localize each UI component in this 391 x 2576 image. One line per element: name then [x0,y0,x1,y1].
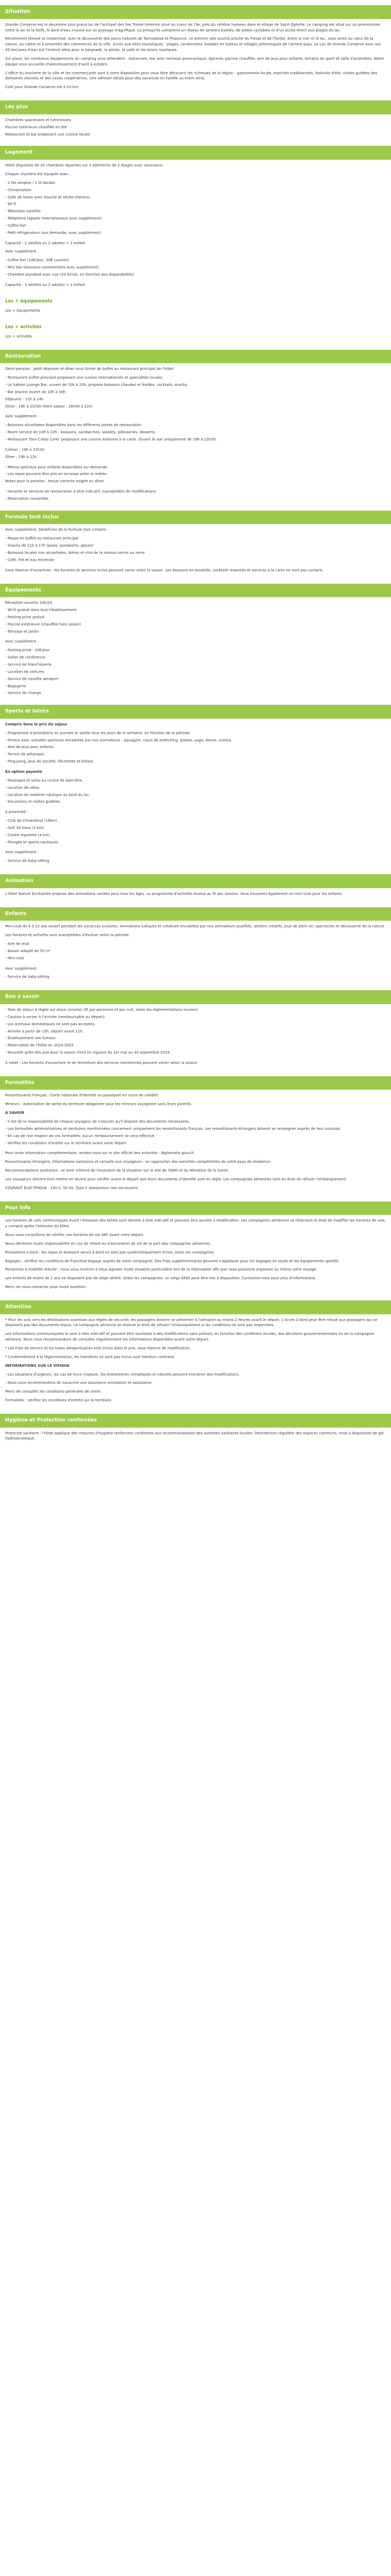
list-item: - Service de blanchisserie [5,662,52,667]
list-item: - Arrivée à partir de 15h, départ avant 11h. [5,1029,84,1033]
list-item: - Télévision satellite [5,209,41,214]
extra: - Service de baby-sitting [5,975,50,979]
section-animation-title: Animation [0,874,391,888]
paragraph: Nous déclinons toute responsabilité en cas de retard ou d'annulation de vol de la part des compagnies aériennes. [5,1241,211,1246]
subsection-activites-title: Les + activités [5,324,42,330]
note: Capacité : 3 adultes ou 2 adultes + 1 enfant [5,282,86,287]
list-item: - Bagagerie [5,684,26,688]
list-item: - Programme d'animations en journée et soirée tous les jours de la semaine, en fonction de la période. [5,731,191,735]
list-item: - Les animaux domestiques ne sont pas acceptés. [5,1022,96,1026]
list-item: Notes pour la pension : tenue correcte exigée au dîner. [5,479,105,484]
list-item: - Golf 18 trous (2 km) [5,825,44,830]
list-item: - Ping-pong, jeux de société, fléchettes et billard. [5,759,94,764]
list-item: Chambres spacieuses et lumineuses [5,117,71,122]
nearby-title: À proximité : [5,810,28,815]
paragraph: Les voyageurs doivent tout mettre en œuvre pour vérifier avant le départ que leurs documents d'identité sont en règle. Les compagnies aériennes sont en droit de refuser l'embarquement. [5,1177,348,1181]
list-item: - Salles de conférence [5,655,45,660]
paragraph: À noter : Les horaires d'ouverture et de fermeture des services mentionnés peuvent varier selon la saison. [5,1060,198,1065]
paragraph: Merci de nous contacter pour toute question. [5,1285,87,1290]
list-item: - Boissons alcoolisées disponibles dans les différents points de restauration [5,423,142,428]
paragraph: INFORMATIONS SUR LE VOYAGE [5,1363,70,1368]
paragraph: Récemment rénové et modernisé, avec le découverte des parcs naturels de Tannadaise et Plaisance, ce premier site soumis proche du Fonds et de l'herbe. Entre la mer et le lac, vous serez au cœur de la nature, au calme et à proximité des commerces de la ville. Accès aux sites touristiques : plages, randonnées, balades en bateau et villages pittoresques de l'arrière-pays. Le Lac de Grande Conserve avec ses 45 hectares d'eau est l'endroit idéal pour la baignade, la pêche, la voile et les loisirs nautiques. [5,37,381,53]
subsection-activites [0,334,391,345]
paragraph: Les informations communiquées le sont à titre indicatif et peuvent être soumises à des modifications sans préavis, en fonction des conditions locales, des décisions gouvernementales ou de la compagnie aérienne. Nous vous recommandons de consulter régulièrement les informations disponibles avant votre départ. [5,1332,374,1342]
paragraph: Hôtel disposant de 35 chambres réparties sur 3 bâtiments de 2 étages avec ascenseur. [5,163,164,168]
paragraph: À SAVOIR [5,1111,25,1115]
list-item: Dîner : 19h à 21h30 (Hors saison : 18h30 à 21h) [5,404,93,409]
supplement-title: Avec supplément : [5,639,39,644]
section-formule [0,527,391,578]
section-formule-title: Formule tout inclus [0,511,391,524]
list-item: - Wi-Fi [5,202,17,207]
paragraph: Ressortissants étrangers, informations sanitaires et conseils aux voyageurs : se rapprocher des autorités compétentes de votre pays de résidence. [5,1160,272,1164]
paragraph: Bagages : vérifiez les conditions de franchise bagage auprès de votre compagnie. Des frais supplémentaires peuvent s'appliquer pour les bagages en soute et les équipements sportifs. [5,1259,340,1263]
list-item: - Wi-Fi gratuit dans tout l'établissement [5,608,77,613]
section-attention [0,1317,391,1409]
list-item: - Il est de la responsabilité de chaque voyageur de s'assurer qu'il dispose des documents nécessaires. [5,1120,190,1124]
paragraph: Avec supplément, bénéficiez de la formule tout compris : [5,528,109,532]
list-item: - Salle de bains avec douche et sèche-cheveux [5,195,90,199]
subsection-equipements-title: Les + équipements [5,298,53,304]
list-item: - Petit réfrigérateur (sur demande, avec supplément) [5,230,101,235]
list-item: - Fitness avec activités sportives encadrées par nos animateurs : aquagym, cours de stretching, pilates, yoga, danse, zumba. [5,738,232,742]
list-item: - Le Sabine Lounge Bar, ouvert de 10h à 23h, propose boissons chaudes et froides, cocktails, snacks. [5,383,188,387]
paragraph: COURANT ÉLECTRIQUE : 230 V, 50 Hz. Type F. Adaptateur non nécessaire. [5,1185,139,1190]
extra-title: Avec supplément : [5,966,39,971]
section-restauration-title: Restauration [0,350,391,364]
list-item: Restaurant et bar proposant une cuisine locale [5,132,90,137]
paid-title: En option payante [5,769,42,774]
paragraph: Pour toute information complémentaire, rendez-vous sur le site officiel des autorités : diplomatie.gouv.fr [5,1151,194,1156]
list-item: - Massages et soins au centre de bien-être. [5,778,84,783]
section-plus [0,117,391,141]
paragraph: Ressortissants français : Carte nationale d'identité ou passeport en cours de validité. [5,1093,159,1098]
list-item: - Mini-club [5,956,24,960]
paragraph: Les horaires de vols communiqués avant l'émission des billets sont donnés à titre indicatif et peuvent être soumis à modification. Les compagnies aériennes se réservent le droit de modifier les horaires de vols, y compris après l'émission du billet. [5,1218,386,1229]
section-transport-title: Pour info [0,1201,391,1215]
supplement-title: Avec supplément : [5,414,39,419]
list-item: - Café, thé et eau minérale [5,557,54,562]
paragraph: Les horaires et activités sont susceptibles d'évoluer selon la période. [5,933,130,938]
section-enfants-title: Enfants [0,907,391,921]
paragraph: L'hôtel Nature Enchantée propose des animations variées pour tous les âges. Le programme d'activités évolue au fil des saisons. Vous trouverez également un mini-club pour les enfants. [5,891,343,896]
list-item: - Chambre standard avec vue (20 €/nuit, en fonction des disponibilités) [5,272,134,277]
paragraph: Merci de consulter les conditions générales de vente. [5,1389,102,1394]
list-item: - Restaurant 'Don Cristo Carlo' proposant une cuisine italienne à la carte. Ouvert le soir uniquement de 19h à 22h30. [5,437,217,442]
list-item: - Centre équestre (4 km) [5,833,50,837]
list-item: - Coffre-fort [5,223,26,228]
section-hygiene [0,1431,391,1447]
paragraph: Demi-pension : petit déjeuner et dîner sous forme de buffet au restaurant principal de l'hôtel. [5,367,175,371]
section-restauration [0,366,391,505]
list-item: - Repas en buffet au restaurant principal [5,536,79,541]
list-item: - Terrain de pétanque. [5,752,45,757]
paragraph: Nous vous conseillons de vérifier vos horaires de vol 48h avant votre départ. [5,1233,144,1237]
section-plus-title: Les plus [0,100,391,114]
list-item: - Room service de 10h à 22h : boissons, sandwiches, salades, pâtisseries, desserts. [5,430,156,435]
paragraph: Les enfants de moins de 2 ans ne disposent pas de siège attitré. Selon les compagnies, un siège bébé peut être mis à disposition. Contactez-nous pour plus d'informations. [5,1276,317,1281]
note: - Service de baby-sitting [5,859,50,863]
paragraph: * Conformément à la réglementation, les transferts ne sont pas inclus sauf mention contraire. [5,1354,175,1359]
note: Sous réserve d'ouverture : les horaires et services inclus peuvent varier selon la saison. Les boissons en bouteille, cocktails importés et services à la carte ne sont pas compris. [5,568,324,572]
section-animation [0,891,391,902]
list-item: - Taxe de séjour à régler sur place (environ 2€ par personne et par nuit, selon les règlementations locales). [5,1008,199,1012]
list-item: - Piscine extérieure (chauffée hors saison) [5,622,82,626]
list-item: - Aire de jeux [5,942,29,946]
list-item: - Terrasse et jardin [5,629,39,634]
paragraph: Chaque chambre est équipée avec : [5,172,71,176]
paragraph: Mineurs : autorisation de sortie du territoire obligatoire pour les mineurs voyageant sans leurs parents. [5,1102,192,1107]
paragraph: Prestations à bord : les repas et boissons servis à bord ne sont pas systématiquement inclus, selon les compagnies. [5,1250,215,1255]
paragraph: Les + équipements [5,308,40,313]
paragraph: Coût pour Grande Conserve est à 10 km. [5,85,79,90]
section-attention-title: Attention [0,1300,391,1314]
list-item: - Nouvelle grille des prix pour la saison 2024 en vigueur du 1er mai au 30 septembre 2024. [5,1050,171,1055]
paragraph: * Pour les vols vers les destinations soumises aux règles de sécurité, les passagers doivent se présenter à l'aéroport au moins 2 heures avant le départ. L'accès à bord peut être refusé aux passagers qui ne disposent pas des documents requis. La compagnie aérienne se réserve le droit de refuser l'embarquement si les conditions ne sont pas respectées. [5,1317,378,1328]
list-item: - Aire de jeux pour enfants. [5,745,55,750]
paragraph: Formalités : vérifiez les conditions d'entrée sur le territoire. [5,1398,112,1403]
paragraph: Mini-club de 4 à 12 ans ouvert pendant les vacances scolaires. Animations ludiques et créatives encadrées par nos animateurs qualifiés, ateliers créatifs, jeux de plein air, spectacles et découverte de la nature. [5,924,385,929]
paragraph: Personnes à mobilité réduite : nous vous invitons à nous signaler toute situation particulière lors de la réservation afin que nous puissions organiser au mieux votre voyage. [5,1267,317,1272]
list-item: Réception ouverte 24h/24 [5,601,53,605]
paragraph: Les + activités [5,334,32,338]
section-equipements [0,600,391,700]
section-sports-title: Sports et loisirs [0,705,391,719]
capacity: Capacité : 2 adultes ou 2 adultes + 1 enfant [5,241,86,245]
free-title: Compris dans le prix du séjour [5,722,68,726]
section-formalites-title: Formalités [0,1076,391,1090]
section-formalites [0,1093,391,1196]
paragraph: Protocole sanitaire : l'hôtel applique des mesures d'hygiène renforcées conformes aux recommandations des autorités sanitaires locales. Désinfection régulière des espaces communs, mise à disposition de gel hydroalcoolique. [5,1431,384,1441]
section-bon [0,1007,391,1071]
list-item: - Les repas peuvent être pris en terrasse selon la météo. [5,472,108,477]
list-item: - Caution à verser à l'arrivée (remboursable au départ). [5,1014,106,1019]
list-item: - Club de Cholestérol (15km) [5,819,57,823]
section-bon-title: Bon à savoir [0,990,391,1004]
paragraph: - Les situations d'urgence, les cas de force majeure, les évènements climatiques et naturels peuvent entraîner des modifications. [5,1372,240,1377]
paragraph: * Les frais de service et les taxes aéroportuaires sont inclus dans le prix, sous réserve de modification. [5,1346,191,1350]
section-transport [0,1218,391,1295]
section-equipements-title: Équipements [0,584,391,598]
list-item: - Horaires et services de restauration à titre indicatif, susceptibles de modifications. [5,489,157,494]
list-item: - Service de navette aéroport [5,676,58,681]
list-item: - Parking privé gratuit [5,615,45,619]
list-item: - Parking privé : 10€/jour [5,648,50,653]
list-item: - Coffre-fort (10€/jour, 50€ caution) [5,258,69,263]
list-item: - Location de voitures [5,669,44,674]
list-item: - Boissons locales non alcoolisées, bières et vins de la maison servis au verre [5,550,145,555]
paragraph: Sur place, les nombreux équipements du camping vous attendent : restaurant, bar avec terrasse panoramique, épicerie, piscine chauffée, aire de jeux pour enfants, terrains de sport et salle d'animation. Notre équipe vous accueille chaleureusement d'avril à octobre. [5,56,384,66]
list-item: - Les formalités administratives et sanitaires mentionnées concernent uniquement les ressortissants français. Les ressortissants étrangers doivent se renseigner auprès de leur consulat. [5,1126,341,1131]
list-item: - Service de change [5,691,41,696]
section-situation [0,22,391,95]
list-item: - Location de matériel nautique au bord du lac. [5,792,90,797]
list-item: - Bar piscine ouvert de 10h à 18h. [5,389,67,394]
options-title: Avec supplément : [5,249,39,254]
list-item: - Établissement non-fumeur. [5,1036,57,1041]
list-item: - Téléphone (appels internationaux avec supplément) [5,216,102,221]
section-logement-title: Logement [0,146,391,160]
list-item: - Menus spéciaux pour enfants disponibles sur demande. [5,465,109,469]
list-item: - Bassin adapté de 50 m² [5,948,51,953]
list-item: Dîner : 19h à 22h [5,454,37,459]
section-enfants [0,924,391,985]
list-item: Déjeuner : 12h à 14h [5,397,44,401]
list-item: - Réservation de l'hôtel en 2024-2025. [5,1043,75,1048]
list-item: - Restaurant buffet principal proposant une cuisine internationale et spécialités locales. [5,376,164,380]
list-item: - Réservation conseillée. [5,496,50,501]
paragraph: Grande Conserve est le deuxième plus grand lac de l'archipel des îles Triolet-Sérénité situé au coeur de l'île, près du célèbre hameau dans le village de Saint-Ophélie. Le camping est situé sur un promontoire entre le lac et la forêt, le bord d'eau s'ouvre sur un paysage magnifique. La presqu'île comprend un réseau de sentiers balisés, de pistes cyclables et d'un accès direct aux plages du lac. [5,22,381,32]
list-item: Coliner : 19h à 21h30 [5,447,44,452]
list-item: - En cas de non-respect de ces formalités, aucun remboursement ne sera effectué. [5,1133,155,1138]
paragraph: Recommandations sanitaires : se tenir informé de l'évolution de la situation sur le site de l'OMS et du Ministère de la Santé. [5,1168,229,1173]
paragraph: L'office du tourisme de la ville et les commerçants sont à votre disposition pour vous faire découvrir les richesses de la région : gastronomie locale, marchés traditionnels, festivals d'été, visites guidées des domaines viticoles et des caves coopératives. Une adresse idéale pour des vacances en famille ou entre amis. [5,71,378,81]
list-item: - 2 lits simples / 1 lit double [5,180,55,185]
section-hygiene-title: Hygiène et Protection renforcées [0,1414,391,1428]
section-logement [0,163,391,293]
note-title: Avec supplément : [5,850,39,855]
list-item: Piscine extérieure chauffée en été [5,125,67,129]
paragraph: - Nous vous recommandons de souscrire une assurance annulation et assistance. [5,1381,153,1385]
list-item: - Climatisation [5,188,31,192]
subsection-equipements [0,308,391,319]
section-sports [0,722,391,869]
list-item: - Location de vélos. [5,785,41,790]
list-item: - Mini bar (boissons consommées avec supplément) [5,265,100,270]
section-situation-title: Situation [0,5,391,19]
list-item: - Snacks de 11h à 17h (pizza, sandwichs, glaces) [5,544,94,548]
list-item: - Plongée et sports nautiques [5,840,58,844]
list-item: - Vérifiez les conditions d'entrée sur le territoire avant votre départ. [5,1141,127,1145]
list-item: - Excursions et visites guidées. [5,800,61,804]
